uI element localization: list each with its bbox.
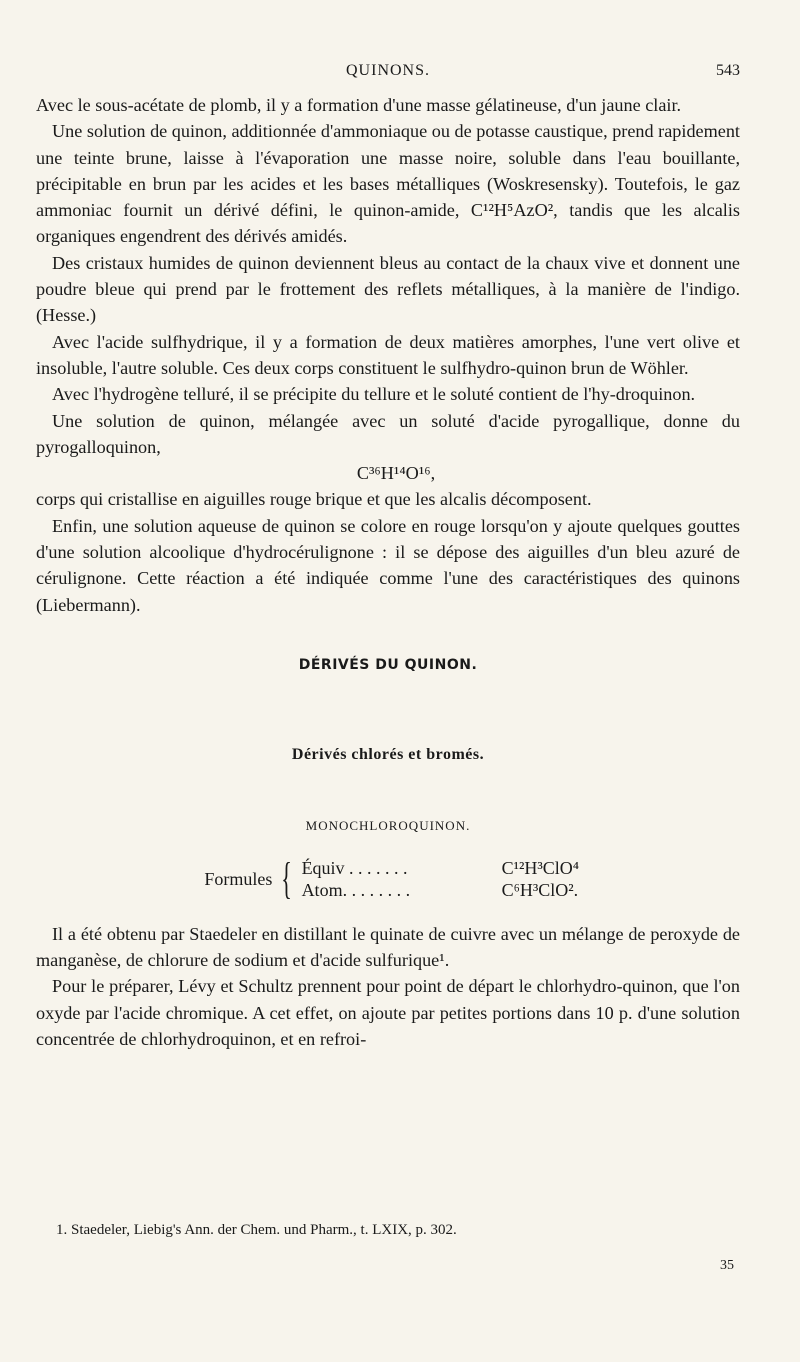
paragraph-4: Avec l'acide sulfhydrique, il y a formation de deux matières amorphes, l'une vert olive et insoluble, l'autre soluble. Ces deux corps constituent le sulfhydro-quinon brun de Wöhler. [36,331,740,378]
page-header [36,62,740,88]
page-number: 543 [716,62,740,79]
formula-label: Formules [204,868,273,889]
formula-value: C⁶H³ClO². [501,879,579,900]
signature-mark: 35 [720,1258,734,1273]
centered-formula: C³⁶H¹⁴O¹⁶, [356,463,436,484]
formula-value: C¹²H³ClO⁴ [501,857,580,878]
formula-row [302,857,602,879]
formula-rows [302,857,602,901]
section-title: DÉRIVÉS DU QUINON. [298,656,478,673]
paragraph-8: Enfin, une solution aqueuse de quinon se colore en rouge lorsqu'on y ajoute quelques gouttes d'une solution alcoolique d'hydrocérulignone : il se dépose des aiguilles d'un bleu azuré de cérulignone. Cette réaction a été indiquée comme l'une des caractéristiques des quinons (Liebermann). [36,515,740,615]
formula-block [66,853,740,903]
formula-key: Équiv . . . . . . . [301,857,408,878]
footnote-text: 1. Staedeler, Liebig's Ann. der Chem. und Pharm., t. LXIX, p. 302. [56,1222,457,1238]
paragraph-6: Une solution de quinon, mélangée avec un soluté d'acide pyrogallique, donne du pyrogalloquinon, [36,410,740,457]
paragraph-1: Avec le sous-acétate de plomb, il y a formation d'une masse gélatineuse, d'un jaune clair. [36,95,682,115]
formula-row [302,879,602,901]
paragraph-10: Pour le préparer, Lévy et Schultz prennent pour point de départ le chlorhydro-quinon, que l'on oxyde par l'acide chromique. A cet effet, on ajoute par petites portions dans 10 p. d'une solution concentrée de chlorhydroquinon, et en refroi- [36,976,740,1050]
footnote [36,1222,740,1239]
paragraph-9: Il a été obtenu par Staedeler en distillant le quinate de cuivre avec un mélange de peroxyde de manganèse, de chlorure de sodium et d'acide sulfurique¹. [36,923,740,971]
brace-icon: { [281,853,293,903]
paragraph-3: Des cristaux humides de quinon deviennent bleus au contact de la chaux vive et donnent une poudre bleue qui prend par le frottement des reflets métalliques, à la manière de l'indigo. (Hesse.) [36,252,740,326]
compound-title: MONOCHLOROQUINON. [305,817,471,833]
running-title: QUINONS. [346,62,430,79]
subsection-title: Dérivés chlorés et bromés. [291,746,485,764]
body-text [36,92,740,1052]
paragraph-5: Avec l'hydrogène telluré, il se précipite du tellure et le soluté contient de l'hy-droquinon. [52,384,696,405]
paragraph-7: corps qui cristallise en aiguilles rouge brique et que les alcalis décomposent. [36,489,592,510]
formula-key: Atom. . . . . . . . [301,879,411,900]
paragraph-2: Une solution de quinon, additionnée d'ammoniaque ou de potasse caustique, prend rapidement une teinte brune, laisse à l'évaporation une masse noire, soluble dans l'eau bouillante, précipitable en brun par les acides et les bases métalliques (Woskresensky). Toutefois, le gaz ammoniac fournit un dérivé défini, le quinon-amide, C¹²H⁵AzO², tandis que les alcalis organiques engendrent des dérivés amidés. [36,121,740,247]
